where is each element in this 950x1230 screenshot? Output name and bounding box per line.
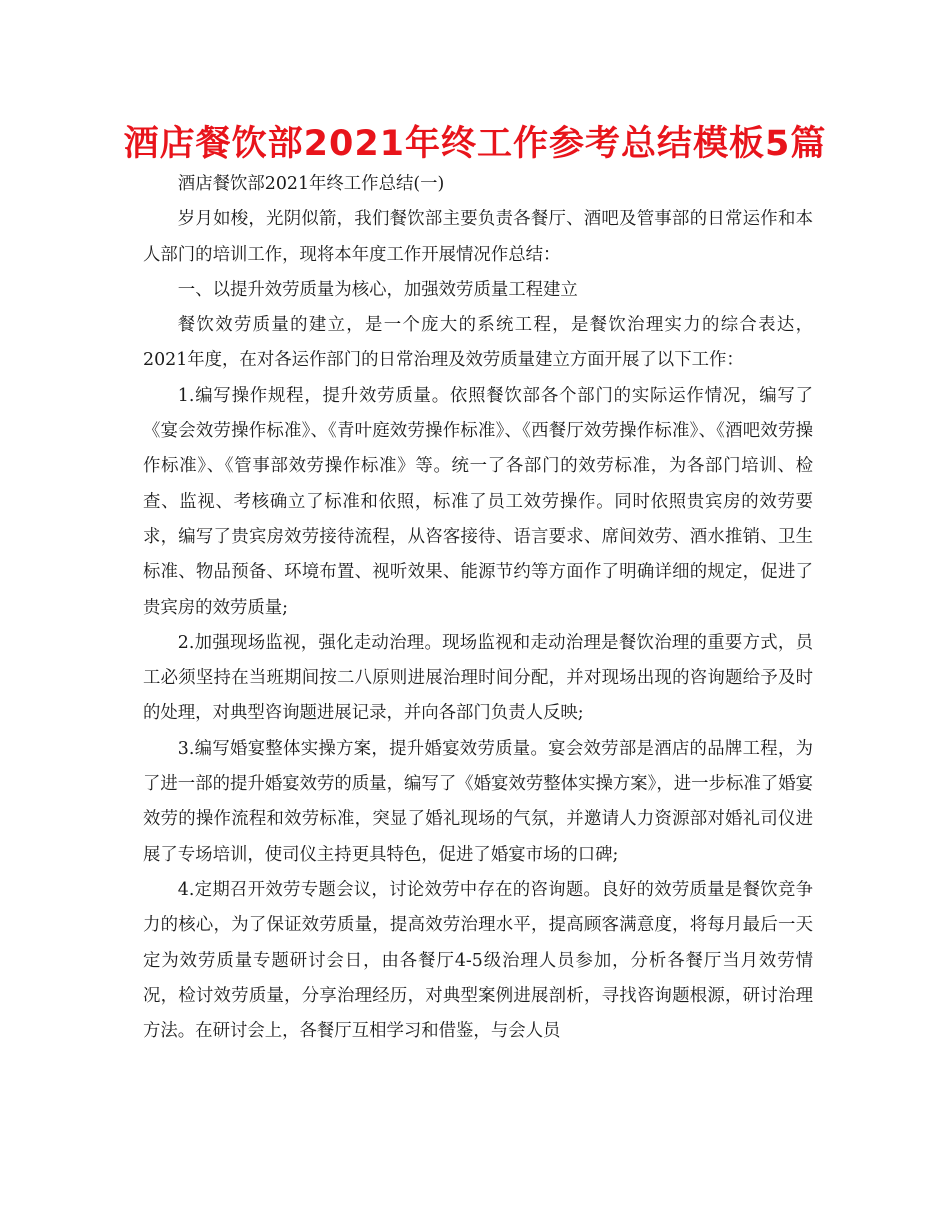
document-body (143, 167, 813, 1049)
paragraph: 1.编写操作规程，提升效劳质量。依照餐饮部各个部门的实际运作情况，编写了《宴会效劳操作标准》、《青叶庭效劳操作标准》、《西餐厅效劳操作标准》、《酒吧效劳操作标准》、《管事部效劳操作标准》等。统一了各部门的效劳标准，为各部门培训、检查、监视、考核确立了标准和依照，标准了员工效劳操作。同时依照贵宾房的效劳要求，编写了贵宾房效劳接待流程，从咨客接待、语言要求、席间效劳、酒水推销、卫生标准、物品预备、环境布置、视听效果、能源节约等方面作了明确详细的规定，促进了贵宾房的效劳质量; (143, 385, 813, 618)
paragraph: 餐饮效劳质量的建立，是一个庞大的系统工程，是餐饮治理实力的综合表达，2021年度，在对各运作部门的日常治理及效劳质量建立方面开展了以下工作： (143, 315, 813, 371)
section-heading: 一、以提升效劳质量为核心，加强效劳质量工程建立 (177, 279, 578, 300)
paragraph: 岁月如梭，光阴似箭，我们餐饮部主要负责各餐厅、酒吧及管事部的日常运作和本人部门的培训工作，现将本年度工作开展情况作总结： (143, 209, 813, 265)
document-title: 酒店餐饮部2021年终工作参考总结模板5篇 (123, 124, 827, 164)
paragraph: 2.加强现场监视，强化走动治理。现场监视和走动治理是餐饮治理的重要方式，员工必须坚持在当班期间按二八原则进展治理时间分配，并对现场出现的咨询题给予及时的处理，对典型咨询题进展记录，并向各部门负责人反映; (143, 632, 813, 724)
paragraph: 4.定期召开效劳专题会议，讨论效劳中存在的咨询题。良好的效劳质量是餐饮竞争力的核心，为了保证效劳质量，提高效劳治理水平，提高顾客满意度，将每月最后一天定为效劳质量专题研讨会日，由各餐厅4-5级治理人员参加，分析各餐厅当月效劳情况，检讨效劳质量，分享治理经历，对典型案例进展剖析，寻找咨询题根源，研讨治理方法。在研讨会上，各餐厅互相学习和借鉴，与会人员 (143, 879, 813, 1042)
paragraph: 3.编写婚宴整体实操方案，提升婚宴效劳质量。宴会效劳部是酒店的品牌工程，为了进一部的提升婚宴效劳的质量，编写了《婚宴效劳整体实操方案》，进一步标准了婚宴效劳的操作流程和效劳标准，突显了婚礼现场的气氛，并邀请人力资源部对婚礼司仪进展了专场培训，使司仪主持更具特色，促进了婚宴市场的口碑; (143, 738, 813, 865)
section-heading: 酒店餐饮部2021年终工作总结(一) (177, 174, 445, 194)
